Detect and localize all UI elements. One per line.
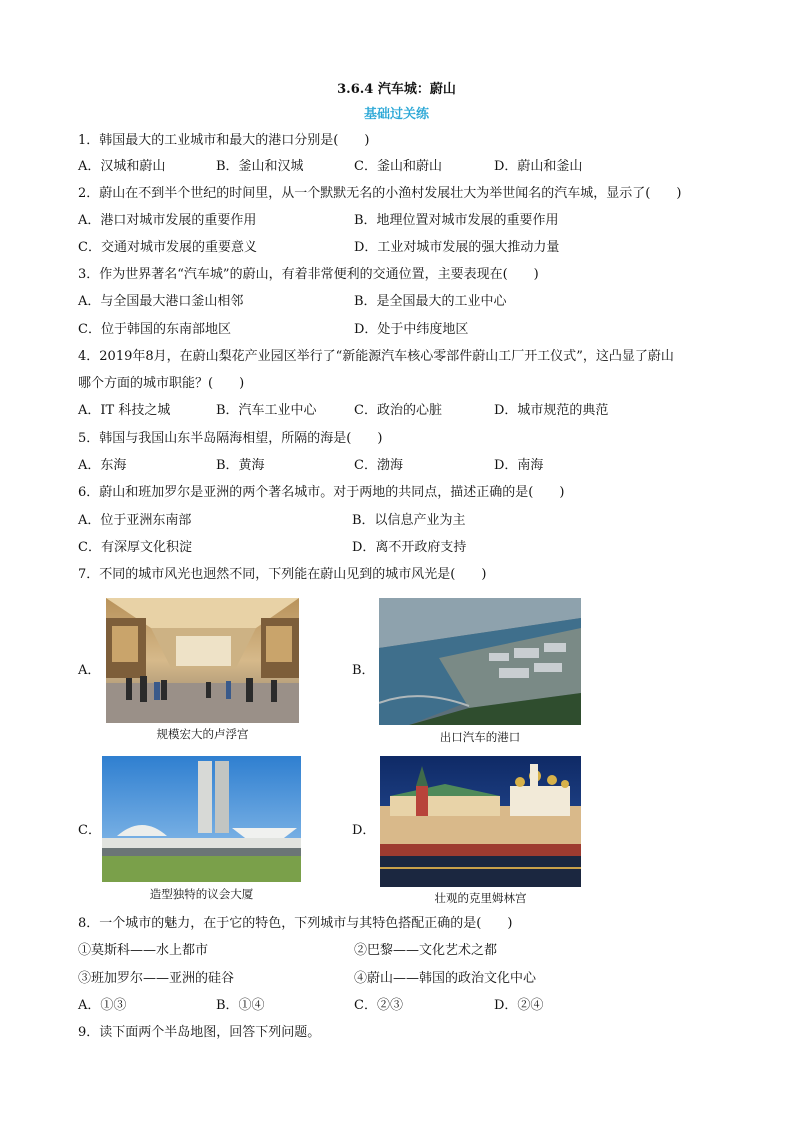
q5-option-b: B．黄海 <box>216 458 265 473</box>
q6-option-a: A．位于亚洲东南部 <box>78 513 192 528</box>
q5-option-c: C．渤海 <box>354 458 403 473</box>
q4-option-d: D．城市规范的典范 <box>494 403 609 418</box>
q1-option-b: B．釜山和汉城 <box>216 159 304 174</box>
q1-option-c: C．釜山和蔚山 <box>354 159 442 174</box>
q8-option-a: A．①③ <box>78 998 127 1013</box>
q7-caption-a: 规模宏大的卢浮宫 <box>156 727 249 741</box>
q8-option-b: B．①④ <box>216 998 265 1013</box>
port-aerial-photo <box>379 598 581 725</box>
q2-option-b: B．地理位置对城市发展的重要作用 <box>354 213 559 228</box>
q8-item-1: ①莫斯科——水上都市 <box>78 943 209 958</box>
q7-caption-b: 出口汽车的港口 <box>439 730 521 744</box>
q1-option-d: D．蔚山和釜山 <box>494 159 583 174</box>
q4-option-a: A．IT 科技之城 <box>78 403 171 418</box>
question-7-stem: 7．不同的城市风光也迥然不同，下列能在蔚山见到的城市风光是( ) <box>78 567 487 582</box>
q7-option-d-letter: D． <box>352 823 376 838</box>
question-4-stem-line2: 哪个方面的城市职能？( ) <box>78 376 245 391</box>
q4-option-c: C．政治的心脏 <box>354 403 442 418</box>
q2-option-a: A．港口对城市发展的重要作用 <box>78 213 257 228</box>
question-9-stem: 9．读下面两个半岛地图，回答下列问题。 <box>78 1025 321 1040</box>
q7-caption-d: 壮观的克里姆林宫 <box>434 891 527 905</box>
q5-option-a: A．东海 <box>78 458 127 473</box>
q8-item-4: ④蔚山——韩国的政治文化中心 <box>354 971 537 986</box>
q6-option-b: B．以信息产业为主 <box>352 513 466 528</box>
q8-option-c: C．②③ <box>354 998 403 1013</box>
section-subtitle: 基础过关练 <box>363 107 429 122</box>
q8-item-3: ③班加罗尔——亚洲的硅谷 <box>78 971 235 986</box>
q8-option-d: D．②④ <box>494 998 544 1013</box>
question-6-stem: 6．蔚山和班加罗尔是亚洲的两个著名城市。对于两地的共同点，描述正确的是( ) <box>78 485 565 500</box>
parliament-building-photo <box>102 756 301 882</box>
q4-option-b: B．汽车工业中心 <box>216 403 317 418</box>
q3-option-d: D．处于中纬度地区 <box>354 322 469 337</box>
q2-option-c: C．交通对城市发展的重要意义 <box>78 240 257 255</box>
question-2-stem: 2．蔚山在不到半个世纪的时间里，从一个默默无名的小渔村发展壮大为举世闻名的汽车城，显示了( ) <box>78 186 682 201</box>
question-1-stem: 1．韩国最大的工业城市和最大的港口分别是( ) <box>78 133 370 148</box>
question-8-stem: 8．一个城市的魅力，在于它的特色，下列城市与其特色搭配正确的是( ) <box>78 916 513 931</box>
q7-caption-c: 造型独特的议会大厦 <box>149 887 254 901</box>
q3-option-c: C．位于韩国的东南部地区 <box>78 322 231 337</box>
q2-option-d: D．工业对城市发展的强大推动力量 <box>354 240 560 255</box>
q7-option-c-letter: C． <box>78 823 101 838</box>
q7-option-a-letter: A． <box>78 663 101 678</box>
question-4-stem: 4．2019年8月，在蔚山梨花产业园区举行了“新能源汽车核心零部件蔚山工厂开工仪式”，这凸显了蔚山 <box>78 349 674 364</box>
q3-option-a: A．与全国最大港口釜山相邻 <box>78 294 244 309</box>
q6-option-c: C．有深厚文化积淀 <box>78 540 192 555</box>
q3-option-b: B．是全国最大的工业中心 <box>354 294 507 309</box>
page-title: 3.6.4 汽车城：蔚山 <box>337 82 456 97</box>
q6-option-d: D．离不开政府支持 <box>352 540 467 555</box>
q8-item-2: ②巴黎——文化艺术之都 <box>354 943 498 958</box>
palace-hall-photo <box>106 598 299 723</box>
kremlin-photo <box>380 756 581 887</box>
q1-option-a: A．汉城和蔚山 <box>78 159 166 174</box>
q5-option-d: D．南海 <box>494 458 544 473</box>
q7-option-b-letter: B． <box>352 663 375 678</box>
question-5-stem: 5．韩国与我国山东半岛隔海相望，所隔的海是( ) <box>78 431 383 446</box>
question-3-stem: 3．作为世界著名“汽车城”的蔚山，有着非常便利的交通位置，主要表现在( ) <box>78 267 539 282</box>
